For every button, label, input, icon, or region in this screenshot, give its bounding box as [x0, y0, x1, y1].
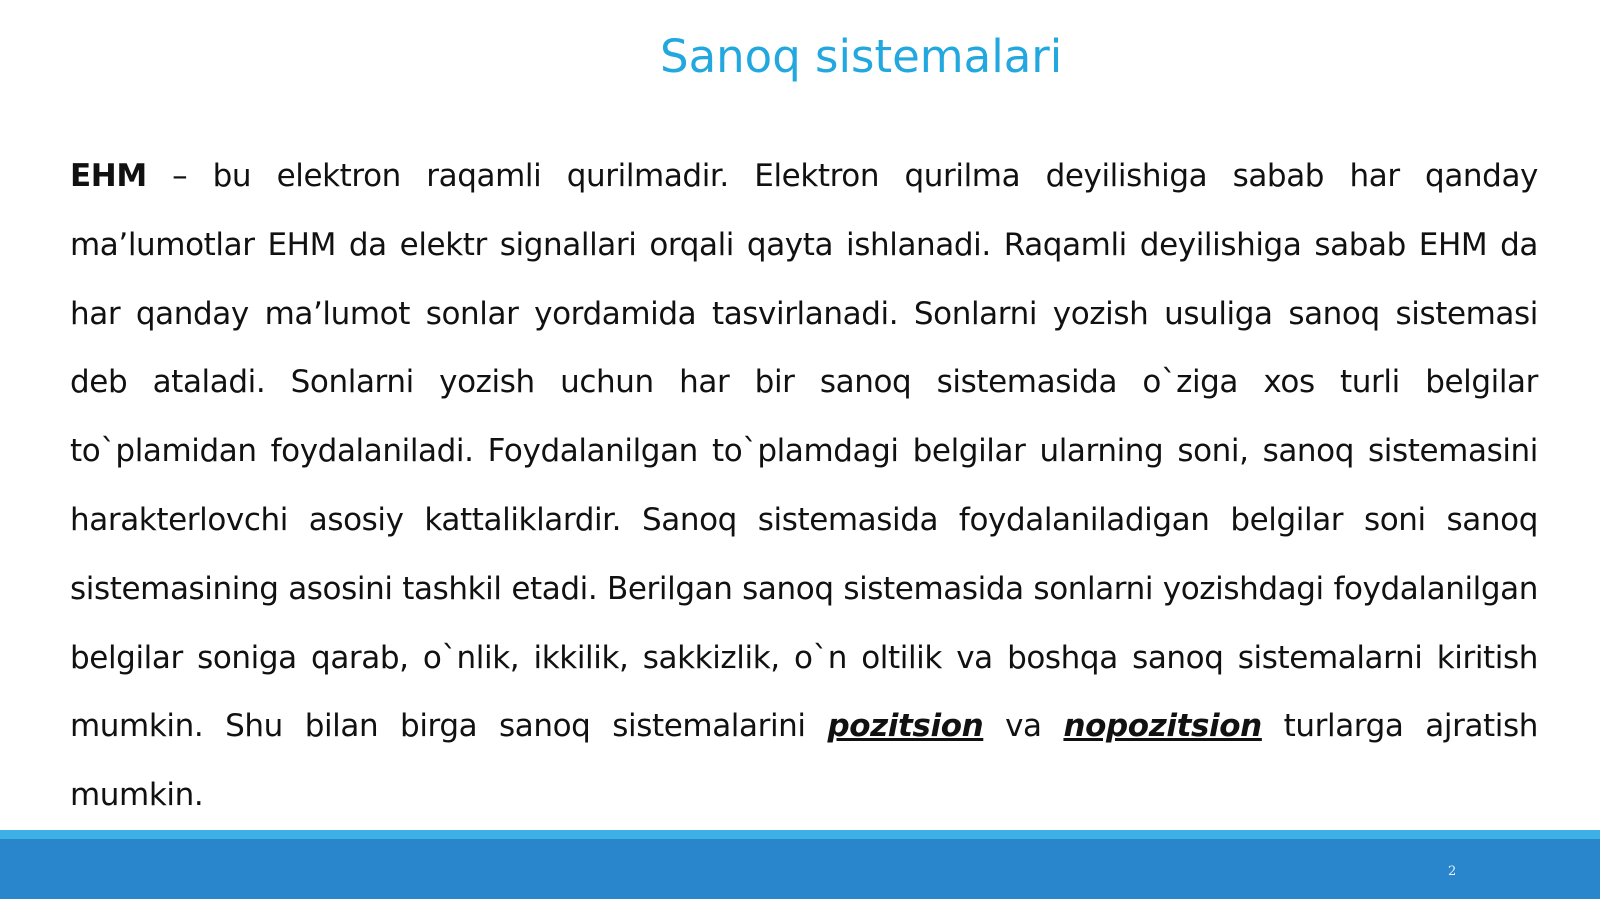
term-nopozitsion: nopozitsion — [1063, 708, 1262, 745]
lead-term: EHM — [70, 158, 147, 194]
paragraph-text-2: va — [983, 708, 1064, 745]
body-paragraph — [70, 142, 1538, 830]
paragraph-text-3: turlarga ajratish mumkin. — [70, 708, 1539, 814]
paragraph-text-1: – bu elektron raqamli qurilmadir. Elektron qurilma deyilishiga sabab har qanday ma’lumotlar EHM da elektr signallari orqali qayta ishlanadi. Raqamli deyilishiga sabab EHM da har qanday ma’lumot sonlar yordamida tasvirlanadi. Sonlarni yozish usuliga sanoq sistemasi deb ataladi. Sonlarni yozish uchun har bir sanoq sistemasida o`ziga xos turli belgilar to`plamidan foydalaniladi. Foydalanilgan to`plamdagi belgilar ularning soni, sanoq sistemasini harakterlovchi asosiy kattaliklardir. Sanoq sistemasida foydalaniladigan belgilar soni sanoq sistemasining asosini tashkil etadi. Berilgan sanoq sistemasida sonlarni yozishdagi foydalanilgan belgilar soniga qarab, o`nlik, ikkilik, sakkizlik, o`n oltilik va boshqa sanoq sistemalarni kiritish mumkin. Shu bilan birga sanoq sistemalarini — [70, 158, 1538, 745]
footer-stripe — [0, 830, 1600, 839]
term-pozitsion: pozitsion — [827, 708, 984, 745]
slide-title: Sanoq sistemalari — [660, 30, 1063, 83]
footer-band — [0, 839, 1600, 899]
page-number: 2 — [1448, 864, 1457, 879]
